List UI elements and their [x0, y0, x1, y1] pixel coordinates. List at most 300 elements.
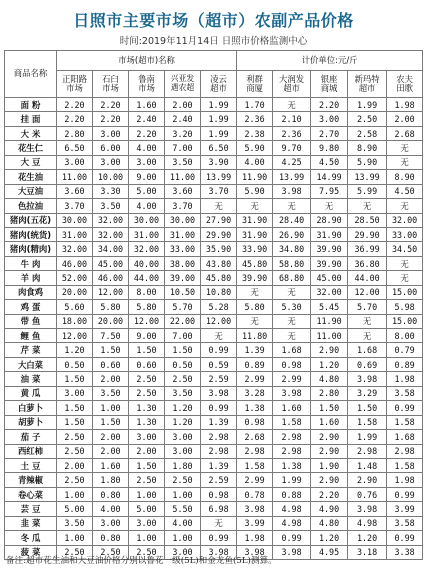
- price-cell: 7.50: [93, 329, 129, 343]
- product-name-cell: 猪肉(统货): [5, 227, 57, 241]
- price-cell: 0.80: [93, 487, 129, 501]
- price-cell: 10.50: [165, 285, 201, 299]
- price-cell: 3.50: [93, 386, 129, 400]
- table-row: [5, 98, 423, 112]
- price-cell: 45.00: [311, 271, 348, 285]
- price-cell: 1.38: [273, 458, 311, 472]
- product-name-cell: 肉食鸡: [5, 285, 57, 299]
- price-cell: 2.40: [129, 112, 165, 126]
- price-cell: 32.00: [129, 242, 165, 256]
- price-cell: 5.80: [129, 300, 165, 314]
- price-cell: 14.99: [311, 170, 348, 184]
- header-row-markets: [5, 71, 423, 98]
- price-cell: 3.58: [387, 516, 423, 530]
- price-cell: 2.36: [237, 112, 273, 126]
- table-row: [5, 458, 423, 472]
- price-cell: 4.95: [311, 545, 348, 559]
- price-cell: 31.00: [57, 227, 93, 241]
- price-cell: 44.00: [348, 271, 387, 285]
- price-cell: 0.89: [237, 357, 273, 371]
- product-name-cell: 羊 肉: [5, 271, 57, 285]
- product-name-cell: 面 粉: [5, 98, 57, 112]
- price-cell: 2.98: [237, 444, 273, 458]
- price-cell: 无: [201, 516, 237, 530]
- table-row: [5, 141, 423, 155]
- price-cell: 6.98: [201, 502, 237, 516]
- price-cell: 5.70: [165, 300, 201, 314]
- price-cell: 0.99: [273, 531, 311, 545]
- price-cell: 1.98: [387, 98, 423, 112]
- price-cell: 1.00: [129, 487, 165, 501]
- price-cell: 2.00: [93, 444, 129, 458]
- price-cell: 3.00: [93, 516, 129, 530]
- market-column-header-line: 市场: [102, 83, 119, 93]
- price-cell: 2.00: [387, 112, 423, 126]
- price-cell: 13.99: [348, 170, 387, 184]
- price-cell: 3.38: [387, 545, 423, 559]
- price-cell: 0.50: [57, 357, 93, 371]
- product-name-cell: 冬 瓜: [5, 531, 57, 545]
- market-column-header: [387, 71, 423, 98]
- header-row-group: [5, 51, 423, 71]
- price-cell: 40.00: [129, 256, 165, 270]
- price-cell: 32.00: [311, 285, 348, 299]
- price-cell: 2.59: [201, 473, 237, 487]
- price-cell: 无: [387, 199, 423, 213]
- table-row: [5, 415, 423, 429]
- price-table-body: [5, 98, 423, 560]
- price-cell: 8.00: [129, 285, 165, 299]
- market-column-header-line: 银座: [320, 73, 338, 84]
- product-name-cell: 色拉油: [5, 199, 57, 213]
- price-cell: 1.30: [129, 415, 165, 429]
- price-cell: 1.58: [387, 415, 423, 429]
- price-cell: 7.00: [165, 141, 201, 155]
- price-cell: 5.90: [348, 155, 387, 169]
- price-cell: 3.18: [348, 545, 387, 559]
- price-cell: 3.30: [93, 184, 129, 198]
- table-row: [5, 516, 423, 530]
- market-column-header-line: 利群: [246, 73, 263, 84]
- price-cell: 20.00: [57, 285, 93, 299]
- table-row: [5, 372, 423, 386]
- price-cell: 1.20: [165, 415, 201, 429]
- market-column-header-line: 超市: [210, 83, 227, 93]
- price-cell: 1.50: [311, 401, 348, 415]
- price-cell: 2.00: [93, 372, 129, 386]
- price-cell: 3.98: [237, 502, 273, 516]
- price-cell: 无: [237, 199, 273, 213]
- price-cell: 3.00: [57, 155, 93, 169]
- price-cell: 3.00: [165, 545, 201, 559]
- market-group-header: 市场(超市)名称: [57, 51, 237, 71]
- table-row: [5, 487, 423, 501]
- price-cell: 28.50: [348, 213, 387, 227]
- price-cell: 1.50: [129, 458, 165, 472]
- table-row: [5, 112, 423, 126]
- price-cell: 8.90: [387, 170, 423, 184]
- price-cell: 0.98: [237, 415, 273, 429]
- market-column-header-line: 兴亚发: [170, 74, 195, 84]
- product-name-cell: 挂 面: [5, 112, 57, 126]
- price-cell: 3.00: [165, 444, 201, 458]
- price-cell: 3.50: [165, 155, 201, 169]
- price-cell: 3.99: [237, 516, 273, 530]
- price-cell: 4.98: [273, 502, 311, 516]
- market-column-header: [311, 71, 348, 98]
- price-table: [4, 50, 423, 560]
- product-name-cell: 大 米: [5, 126, 57, 140]
- product-name-cell: 带 鱼: [5, 314, 57, 328]
- table-row: [5, 227, 423, 241]
- price-cell: 29.90: [348, 227, 387, 241]
- price-cell: 1.00: [57, 487, 93, 501]
- price-cell: 无: [348, 329, 387, 343]
- market-column-header: [237, 71, 273, 98]
- price-cell: 5.50: [165, 502, 201, 516]
- price-cell: 1.99: [348, 98, 387, 112]
- price-cell: 33.00: [387, 227, 423, 241]
- product-name-cell: 韭 菜: [5, 516, 57, 530]
- price-cell: 2.50: [129, 386, 165, 400]
- product-name-cell: 芹 菜: [5, 343, 57, 357]
- price-cell: 11.90: [311, 314, 348, 328]
- market-column-header-line: 正阳路: [61, 73, 88, 84]
- price-cell: 2.38: [237, 126, 273, 140]
- price-cell: 1.68: [387, 430, 423, 444]
- market-column-header-line: 超市: [358, 83, 376, 93]
- price-cell: 32.00: [387, 213, 423, 227]
- price-cell: 2.59: [201, 372, 237, 386]
- product-name-cell: 猪肉(精肉): [5, 242, 57, 256]
- price-cell: 0.98: [273, 357, 311, 371]
- price-cell: 3.29: [348, 386, 387, 400]
- price-cell: 0.89: [387, 357, 423, 371]
- market-column-header-line: 商厦: [246, 83, 263, 93]
- price-cell: 39.00: [165, 271, 201, 285]
- price-cell: 12.00: [348, 285, 387, 299]
- price-cell: 2.58: [348, 126, 387, 140]
- price-cell: 0.69: [348, 357, 387, 371]
- price-cell: 11.90: [237, 170, 273, 184]
- price-cell: 9.00: [129, 329, 165, 343]
- price-cell: 4.98: [273, 516, 311, 530]
- price-cell: 2.50: [57, 473, 93, 487]
- price-cell: 3.98: [201, 386, 237, 400]
- price-cell: 3.50: [93, 199, 129, 213]
- price-cell: 5.90: [237, 141, 273, 155]
- price-cell: 4.00: [165, 516, 201, 530]
- price-cell: 3.70: [165, 199, 201, 213]
- table-row: [5, 314, 423, 328]
- table-row: [5, 531, 423, 545]
- price-cell: 1.30: [129, 401, 165, 415]
- price-cell: 29.90: [201, 227, 237, 241]
- price-cell: 12.00: [129, 314, 165, 328]
- price-cell: 无: [273, 285, 311, 299]
- price-cell: 6.50: [201, 141, 237, 155]
- price-cell: 2.99: [237, 372, 273, 386]
- price-cell: 3.50: [57, 516, 93, 530]
- price-cell: 2.90: [311, 444, 348, 458]
- price-cell: 2.20: [57, 112, 93, 126]
- price-cell: 31.90: [311, 227, 348, 241]
- price-cell: 31.00: [129, 227, 165, 241]
- price-cell: 2.50: [57, 430, 93, 444]
- price-cell: 无: [237, 314, 273, 328]
- price-cell: 2.00: [93, 430, 129, 444]
- price-cell: 2.20: [93, 98, 129, 112]
- price-cell: 0.99: [387, 487, 423, 501]
- price-cell: 15.00: [387, 285, 423, 299]
- price-cell: 2.20: [311, 98, 348, 112]
- price-cell: 1.98: [237, 531, 273, 545]
- price-cell: 20.00: [93, 314, 129, 328]
- price-cell: 1.50: [57, 372, 93, 386]
- market-column-header-line: 大润发: [279, 73, 305, 84]
- price-cell: 27.90: [201, 213, 237, 227]
- price-cell: 3.00: [93, 155, 129, 169]
- price-cell: 35.90: [201, 242, 237, 256]
- price-cell: 2.90: [311, 343, 348, 357]
- market-column-header-line: 新玛特: [354, 73, 380, 84]
- price-cell: 无: [273, 98, 311, 112]
- price-cell: 1.50: [57, 401, 93, 415]
- price-cell: 2.50: [57, 545, 93, 559]
- corner-header-product-name: 商品名称: [5, 51, 57, 98]
- price-cell: 2.50: [348, 112, 387, 126]
- price-cell: 1.98: [387, 372, 423, 386]
- price-cell: 2.10: [273, 112, 311, 126]
- price-cell: 68.80: [273, 271, 311, 285]
- price-cell: 0.99: [387, 531, 423, 545]
- price-cell: 5.99: [348, 184, 387, 198]
- price-cell: 无: [387, 271, 423, 285]
- price-cell: 34.00: [93, 242, 129, 256]
- price-cell: 9.80: [311, 141, 348, 155]
- price-cell: 1.68: [273, 343, 311, 357]
- price-cell: 3.28: [237, 386, 273, 400]
- table-row: [5, 343, 423, 357]
- price-cell: 无: [237, 285, 273, 299]
- price-cell: 34.50: [387, 242, 423, 256]
- product-name-cell: 油 菜: [5, 372, 57, 386]
- footnote: 备注:超市花生油和大豆油价格分别以鲁花一级(5L)和金龙鱼(5L)测算。: [6, 556, 277, 566]
- price-cell: 3.00: [93, 126, 129, 140]
- price-cell: 无: [201, 199, 237, 213]
- price-cell: 2.99: [237, 473, 273, 487]
- market-column-header: [201, 71, 237, 98]
- price-cell: 1.68: [348, 343, 387, 357]
- market-column-header: [165, 71, 201, 98]
- price-cell: 0.88: [273, 487, 311, 501]
- price-cell: 2.50: [129, 545, 165, 559]
- price-cell: 2.50: [165, 473, 201, 487]
- price-cell: 1.60: [129, 98, 165, 112]
- price-cell: 4.80: [311, 372, 348, 386]
- price-cell: 2.98: [273, 444, 311, 458]
- product-name-cell: 大豆油: [5, 184, 57, 198]
- market-column-header-line: 超市: [283, 83, 300, 93]
- price-cell: 46.00: [93, 271, 129, 285]
- price-cell: 1.50: [93, 415, 129, 429]
- price-cell: 43.80: [201, 256, 237, 270]
- price-cell: 无: [348, 199, 387, 213]
- price-cell: 3.98: [273, 386, 311, 400]
- table-row: [5, 256, 423, 270]
- price-cell: 2.00: [165, 98, 201, 112]
- price-cell: 1.60: [273, 401, 311, 415]
- price-cell: 30.00: [129, 213, 165, 227]
- price-cell: 8.00: [387, 329, 423, 343]
- price-cell: 32.00: [57, 242, 93, 256]
- product-name-cell: 青辣椒: [5, 473, 57, 487]
- price-cell: 32.00: [93, 227, 129, 241]
- price-cell: 58.80: [273, 256, 311, 270]
- product-name-cell: 菠 菜: [5, 545, 57, 559]
- table-row: [5, 473, 423, 487]
- price-table-container: [4, 50, 422, 560]
- price-cell: 2.20: [129, 126, 165, 140]
- price-cell: 28.40: [273, 213, 311, 227]
- product-name-cell: 鸡 蛋: [5, 300, 57, 314]
- price-cell: 1.58: [273, 415, 311, 429]
- price-cell: 5.28: [201, 300, 237, 314]
- price-cell: 3.60: [57, 184, 93, 198]
- table-row: [5, 199, 423, 213]
- price-cell: 1.80: [165, 458, 201, 472]
- price-cell: 1.38: [237, 401, 273, 415]
- price-cell: 4.00: [129, 141, 165, 155]
- price-cell: 1.39: [201, 415, 237, 429]
- price-cell: 2.98: [387, 444, 423, 458]
- price-cell: 13.99: [201, 170, 237, 184]
- price-cell: 11.00: [311, 329, 348, 343]
- price-cell: 2.20: [57, 98, 93, 112]
- price-cell: 1.39: [237, 343, 273, 357]
- price-cell: 45.80: [237, 256, 273, 270]
- price-cell: 5.98: [387, 300, 423, 314]
- price-cell: 0.50: [165, 357, 201, 371]
- market-column-header-line: 市场: [138, 83, 155, 93]
- price-cell: 5.45: [311, 300, 348, 314]
- price-cell: 无: [273, 199, 311, 213]
- price-cell: 8.90: [348, 141, 387, 155]
- price-cell: 1.20: [311, 357, 348, 371]
- price-cell: 3.90: [201, 155, 237, 169]
- price-cell: 0.98: [201, 487, 237, 501]
- price-cell: 4.50: [311, 155, 348, 169]
- price-cell: 3.50: [165, 386, 201, 400]
- price-cell: 1.50: [57, 415, 93, 429]
- market-column-header: [129, 71, 165, 98]
- price-cell: 2.70: [311, 126, 348, 140]
- product-name-cell: 大白菜: [5, 357, 57, 371]
- market-column-header-line: 商城: [320, 83, 338, 93]
- price-cell: 2.90: [348, 473, 387, 487]
- price-cell: 45.00: [93, 256, 129, 270]
- table-row: [5, 285, 423, 299]
- price-cell: 无: [348, 314, 387, 328]
- product-name-cell: 白萝卜: [5, 401, 57, 415]
- price-cell: 18.00: [57, 314, 93, 328]
- price-cell: 1.48: [348, 458, 387, 472]
- table-row: [5, 271, 423, 285]
- market-column-header-line: 鲁南: [138, 73, 155, 84]
- table-row: [5, 430, 423, 444]
- price-cell: 1.58: [237, 458, 273, 472]
- price-cell: 1.50: [348, 401, 387, 415]
- price-cell: 0.80: [93, 531, 129, 545]
- product-name-cell: 大 豆: [5, 155, 57, 169]
- price-cell: 2.50: [57, 444, 93, 458]
- table-row: [5, 170, 423, 184]
- price-cell: 2.20: [93, 112, 129, 126]
- price-cell: 5.80: [93, 300, 129, 314]
- price-cell: 1.20: [311, 531, 348, 545]
- price-cell: 39.90: [311, 256, 348, 270]
- table-row: [5, 444, 423, 458]
- product-name-cell: 花生油: [5, 170, 57, 184]
- price-cell: 22.00: [165, 314, 201, 328]
- price-cell: 5.80: [237, 300, 273, 314]
- product-name-cell: 牛 肉: [5, 256, 57, 270]
- price-cell: 6.50: [57, 141, 93, 155]
- price-cell: 3.00: [129, 430, 165, 444]
- table-row: [5, 184, 423, 198]
- price-cell: 2.00: [129, 444, 165, 458]
- price-cell: 3.00: [165, 430, 201, 444]
- price-cell: 7.00: [165, 329, 201, 343]
- table-row: [5, 386, 423, 400]
- price-cell: 9.70: [273, 141, 311, 155]
- price-cell: 2.50: [93, 545, 129, 559]
- price-cell: 2.98: [273, 430, 311, 444]
- price-cell: 3.00: [129, 516, 165, 530]
- price-cell: 34.80: [273, 242, 311, 256]
- price-cell: 7.95: [311, 184, 348, 198]
- price-cell: 1.20: [165, 401, 201, 415]
- price-cell: 1.39: [201, 458, 237, 472]
- price-cell: 3.98: [273, 545, 311, 559]
- price-cell: 31.00: [165, 227, 201, 241]
- price-cell: 12.00: [93, 285, 129, 299]
- price-cell: 5.00: [129, 184, 165, 198]
- price-cell: 3.00: [57, 386, 93, 400]
- price-cell: 2.90: [311, 430, 348, 444]
- price-cell: 0.59: [201, 357, 237, 371]
- price-cell: 4.00: [93, 502, 129, 516]
- product-name-cell: 花生仁: [5, 141, 57, 155]
- price-cell: 2.80: [311, 386, 348, 400]
- market-column-header-line: 农夫: [396, 73, 413, 84]
- table-row: [5, 155, 423, 169]
- price-cell: 31.90: [237, 213, 273, 227]
- price-cell: 5.00: [129, 502, 165, 516]
- price-cell: 9.00: [129, 170, 165, 184]
- price-cell: 3.58: [387, 386, 423, 400]
- page-title: 日照市主要市场（超市）农副产品价格: [73, 11, 354, 30]
- table-row: [5, 329, 423, 343]
- price-cell: 1.00: [129, 531, 165, 545]
- price-cell: 1.98: [387, 473, 423, 487]
- price-cell: 10.00: [93, 170, 129, 184]
- price-cell: 39.90: [311, 242, 348, 256]
- price-cell: 1.50: [165, 343, 201, 357]
- price-cell: 5.70: [348, 300, 387, 314]
- price-cell: 1.99: [273, 473, 311, 487]
- price-cell: 无: [201, 329, 237, 343]
